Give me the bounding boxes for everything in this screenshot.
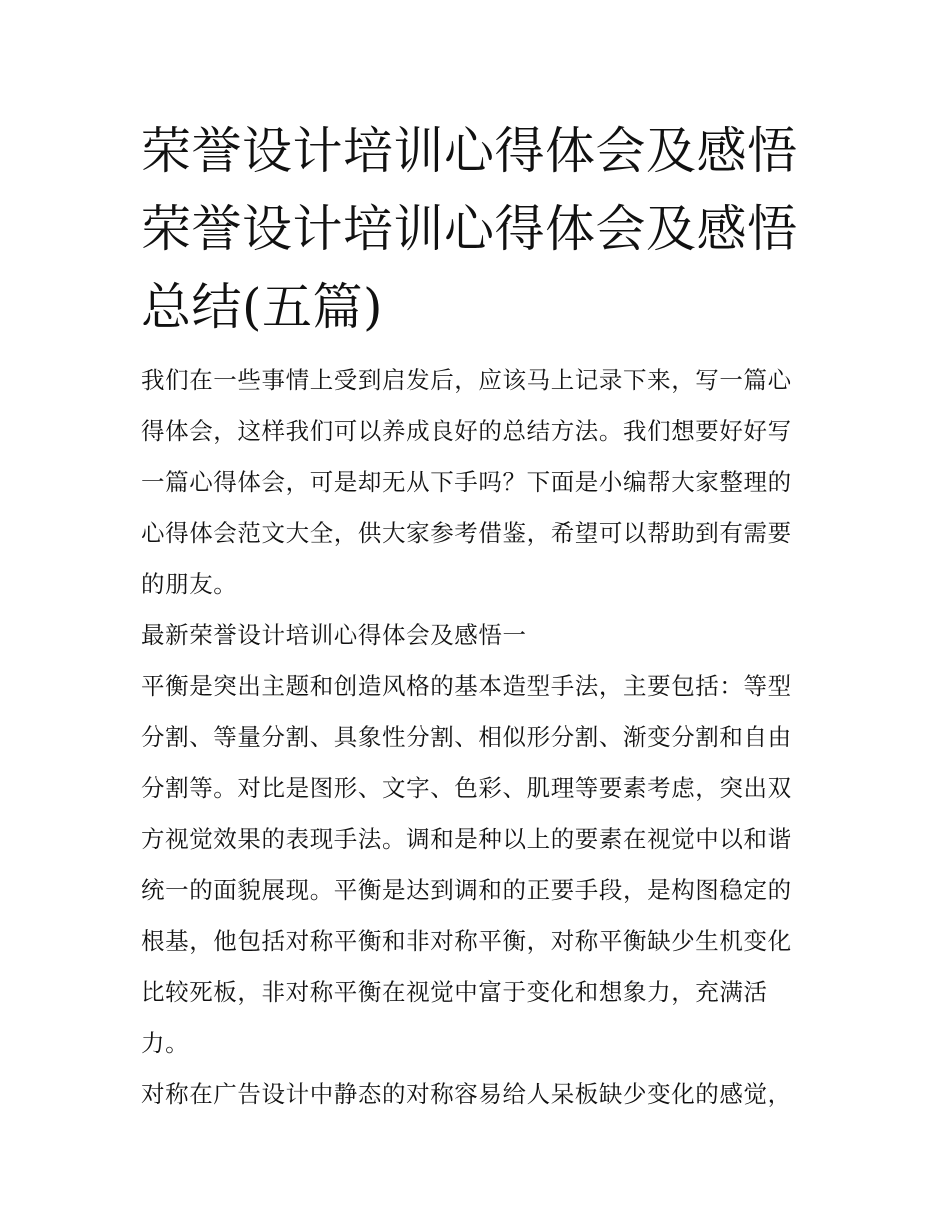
text-line: 我们在一些事情上受到启发后，应该马上记录下来，写一篇心 xyxy=(141,366,792,394)
text-line: 平衡是突出主题和创造风格的基本造型手法，主要包括：等型 xyxy=(141,672,792,700)
intro-paragraph xyxy=(141,355,831,610)
text-line: 统一的面貌展现。平衡是达到调和的正要手段，是构图稳定的 xyxy=(141,876,792,904)
text-line: 力。 xyxy=(141,1029,190,1057)
title-line: 总结(五篇) xyxy=(141,278,384,336)
text-line: 对称在广告设计中静态的对称容易给人呆板缺少变化的感觉， xyxy=(141,1080,792,1108)
text-line: 分割、等量分割、具象性分割、相似形分割、渐变分割和自由 xyxy=(141,723,792,751)
body-paragraph xyxy=(141,1069,831,1120)
text-line: 根基，他包括对称平衡和非对称平衡，对称平衡缺少生机变化 xyxy=(141,927,792,955)
text-line: 最新荣誉设计培训心得体会及感悟一 xyxy=(141,621,527,649)
document-title xyxy=(141,112,831,346)
section-heading xyxy=(141,610,831,661)
text-line: 一篇心得体会，可是却无从下手吗？下面是小编帮大家整理的 xyxy=(141,468,792,496)
title-line: 荣誉设计培训心得体会及感悟 xyxy=(141,122,798,180)
text-line: 的朋友。 xyxy=(141,570,238,598)
body-paragraph xyxy=(141,661,831,1069)
text-line: 分割等。对比是图形、文字、色彩、肌理等要素考虑，突出双 xyxy=(141,774,792,802)
title-line: 荣誉设计培训心得体会及感悟 xyxy=(141,200,798,258)
text-line: 得体会，这样我们可以养成良好的总结方法。我们想要好好写 xyxy=(141,417,792,445)
text-line: 比较死板，非对称平衡在视觉中富于变化和想象力，充满活 xyxy=(141,978,768,1006)
document-body xyxy=(141,355,831,1120)
text-line: 心得体会范文大全，供大家参考借鉴，希望可以帮助到有需要 xyxy=(141,519,792,547)
text-line: 方视觉效果的表现手法。调和是种以上的要素在视觉中以和谐 xyxy=(141,825,792,853)
